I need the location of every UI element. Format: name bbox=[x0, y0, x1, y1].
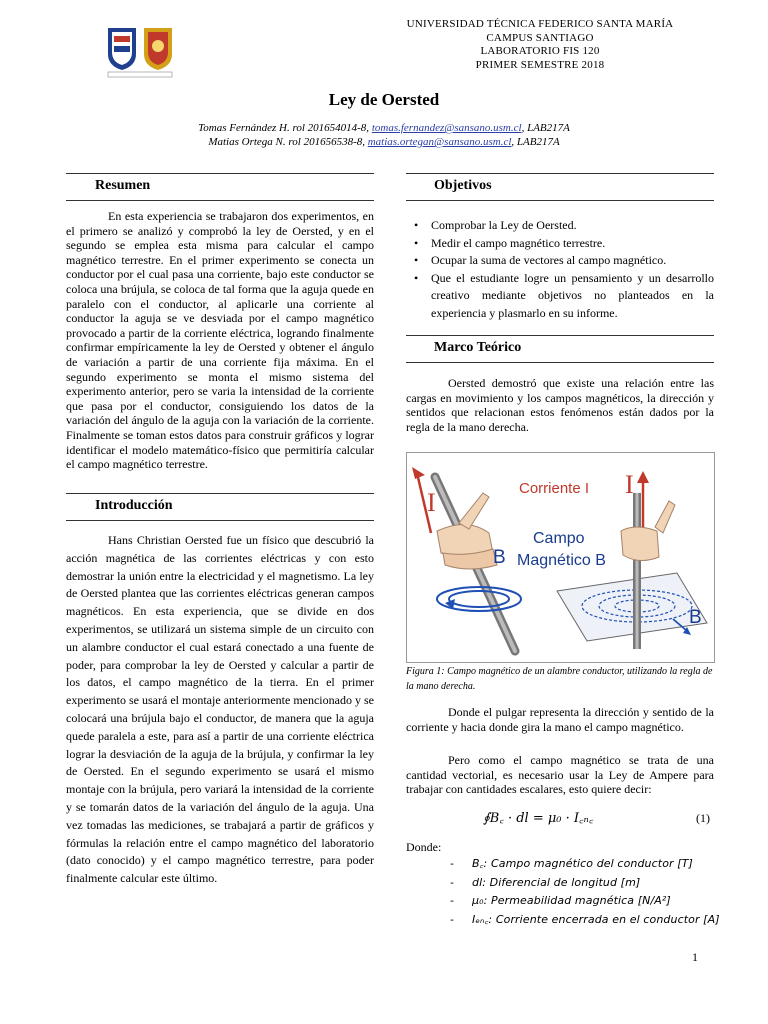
section-header-resumen bbox=[66, 173, 374, 201]
university-logo bbox=[104, 26, 176, 78]
figure-label-current-right: I bbox=[625, 470, 634, 499]
list-item: • Que el estudiante logre un pensamiento y un desarrollo creativo mediante objetivos no planteados en la experiencia y plasmarlo en su informe. bbox=[406, 270, 714, 323]
figure-label-magnetico: Magnético B bbox=[517, 552, 606, 569]
figure-label-b-left: B bbox=[493, 547, 506, 568]
equation-number: (1) bbox=[696, 811, 710, 825]
section-header-introduccion bbox=[66, 493, 374, 521]
objetivos-list bbox=[406, 217, 714, 322]
authors-block bbox=[0, 121, 768, 149]
author-email-link[interactable]: tomas.fernandez@sansano.usm.cl bbox=[371, 122, 522, 134]
header-line-semester: PRIMER SEMESTRE 2018 bbox=[475, 58, 605, 71]
definitions-list bbox=[406, 840, 726, 929]
institution-header bbox=[360, 18, 720, 72]
section-title: Resumen bbox=[95, 178, 151, 193]
section-title: Marco Teórico bbox=[434, 340, 522, 355]
section-header-marco-teorico bbox=[406, 335, 714, 363]
definition-text: B꜀: Campo magnético del conductor [T] bbox=[472, 857, 693, 870]
author-line bbox=[0, 135, 768, 149]
figure-right-hand-rule bbox=[406, 452, 715, 663]
header-line-campus: CAMPUS SANTIAGO bbox=[486, 31, 594, 44]
figure-label-b-right: B bbox=[689, 607, 702, 628]
section-header-objetivos bbox=[406, 173, 714, 201]
marco-paragraph-3: Pero como el campo magnético se trata de una cantidad vectorial, es necesario usar la Ley de Ampere para trabajar con cantidades escalares, esto quiere decir: bbox=[406, 753, 714, 797]
definitions-header: Donde: bbox=[406, 840, 442, 854]
definition-item bbox=[406, 892, 726, 911]
author-line bbox=[0, 121, 768, 135]
figure-caption: Figura 1: Campo magnético de un alambre conductor, utilizando la regla de la mano derecha. bbox=[406, 666, 713, 692]
figure-label-corriente: Corriente I bbox=[519, 480, 590, 497]
section-title: Introducción bbox=[95, 498, 173, 513]
author-name: Matias Ortega N. rol 201656538-8, bbox=[208, 136, 368, 148]
figure-label-campo: Campo bbox=[533, 530, 585, 547]
author-email-link[interactable]: matias.ortegan@sansano.usm.cl bbox=[367, 136, 512, 148]
definition-text: μ₀: Permeabilidad magnética [N/A²] bbox=[472, 894, 671, 907]
definition-item bbox=[406, 855, 726, 874]
author-lab: , LAB217A bbox=[521, 122, 570, 134]
marco-paragraph-2: Donde el pulgar representa la dirección y sentido de la corriente y hacia donde gira la mano el campo magnético. bbox=[406, 705, 714, 734]
ampere-equation: ∮B꜀ · dl = μ₀ · I꜀ₙ꜀ bbox=[483, 811, 594, 826]
introduccion-paragraph: Hans Christian Oersted fue un físico que descubrió la acción magnética de las corrientes eléctricas y con esto demostrar la unión entre la electricidad y el magnetismo. La ley de Oersted plantea que las corrientes eléctricas generan campos magnéticos. En esta experiencia, que se divide en dos experimentos, se utilizará un sistema simple de un circuito con un alambre conductor el cual estará conectado a una fuente de poder, para comprobar la ley de Oersted y calcular a partir de los datos, el campo magnético de la tierra. En el primer experimento se usará el montaje anteriormente mencionado y se colocará una brújula bajo el conductor, de manera que la aguja quede paralela a este, para así a partir de una corriente eléctrica lograr la desviación de la aguja de la brújula, y confirmar la ley de Oersted. En el segundo experimento se usará el mismo montaje con la brújula, pero variará la intensidad de la corriente y se tomarán datos de la variación del ángulo de la aguja. Una vez tomadas las mediciones, se trabajará a partir de gráficos y fórmulas la relación entre el campo magnético del laboratorio (dato conocido) y el campo magnético terrestre, para poder finalmente calcular este último. bbox=[66, 533, 374, 886]
author-lab: , LAB217A bbox=[511, 136, 560, 148]
list-item: • Medir el campo magnético terrestre. bbox=[406, 235, 714, 253]
page-number: 1 bbox=[692, 950, 698, 964]
definition-item bbox=[406, 911, 726, 930]
marco-paragraph-1: Oersted demostró que existe una relación entre las cargas en movimiento y los campos magnéticos, la dirección y sentidos que relacionan estos fenómenos están dados por la regla de la mano derecha. bbox=[406, 376, 714, 434]
header-line-lab: LABORATORIO FIS 120 bbox=[480, 45, 600, 57]
figure-label-current-left: I bbox=[427, 488, 436, 517]
resumen-paragraph: En esta experiencia se trabajaron dos experimentos, en el primero se analizó y comprobó la ley de Oersted, y en el segundo se emplea esta misma para calcular el campo magnético terrestre. En el primer experimento se conecta un conductor por el cual pasa una corriente, bajo este conductor se coloca una brújula, se coloca de tal forma que la aguja quede en paralelo con el conductor, al aplicarle una corriente al conductor la aguja se ve desviada por el campo magnético provocado a partir de la corriente eléctrica, logrando finalmente confirmar empíricamente la ley de Oersted y obtener el ángulo de variación a partir de una corriente fija máxima. En el segundo experimento se monta el mismo sistema del experimento anterior, pero se varia la intensidad de la corriente que pasa por el conductor, consiguiendo los datos de la variación del ángulo de la aguja con la variación de la corriente. Finalmente se toman estos datos para construir gráficos y lograr identificar el modelo matemático-físico que permitiría calcular el campo magnético terrestre. bbox=[66, 209, 374, 472]
list-item: • Comprobar la Ley de Oersted. bbox=[406, 217, 714, 235]
definition-item bbox=[406, 874, 726, 893]
definition-text: dl: Diferencial de longitud [m] bbox=[472, 875, 641, 889]
definition-text: Iₑₙ꜀: Corriente encerrada en el conductor [A] bbox=[472, 912, 720, 926]
author-name: Tomas Fernández H. rol 201654014-8, bbox=[198, 122, 372, 134]
right-hand-rule-illustration bbox=[407, 453, 714, 662]
list-item: • Ocupar la suma de vectores al campo magnético. bbox=[406, 252, 714, 270]
header-line-university: UNIVERSIDAD TÉCNICA FEDERICO SANTA MARÍA bbox=[406, 18, 674, 30]
paper-title: Ley de Oersted bbox=[328, 90, 440, 109]
section-title: Objetivos bbox=[434, 178, 492, 193]
